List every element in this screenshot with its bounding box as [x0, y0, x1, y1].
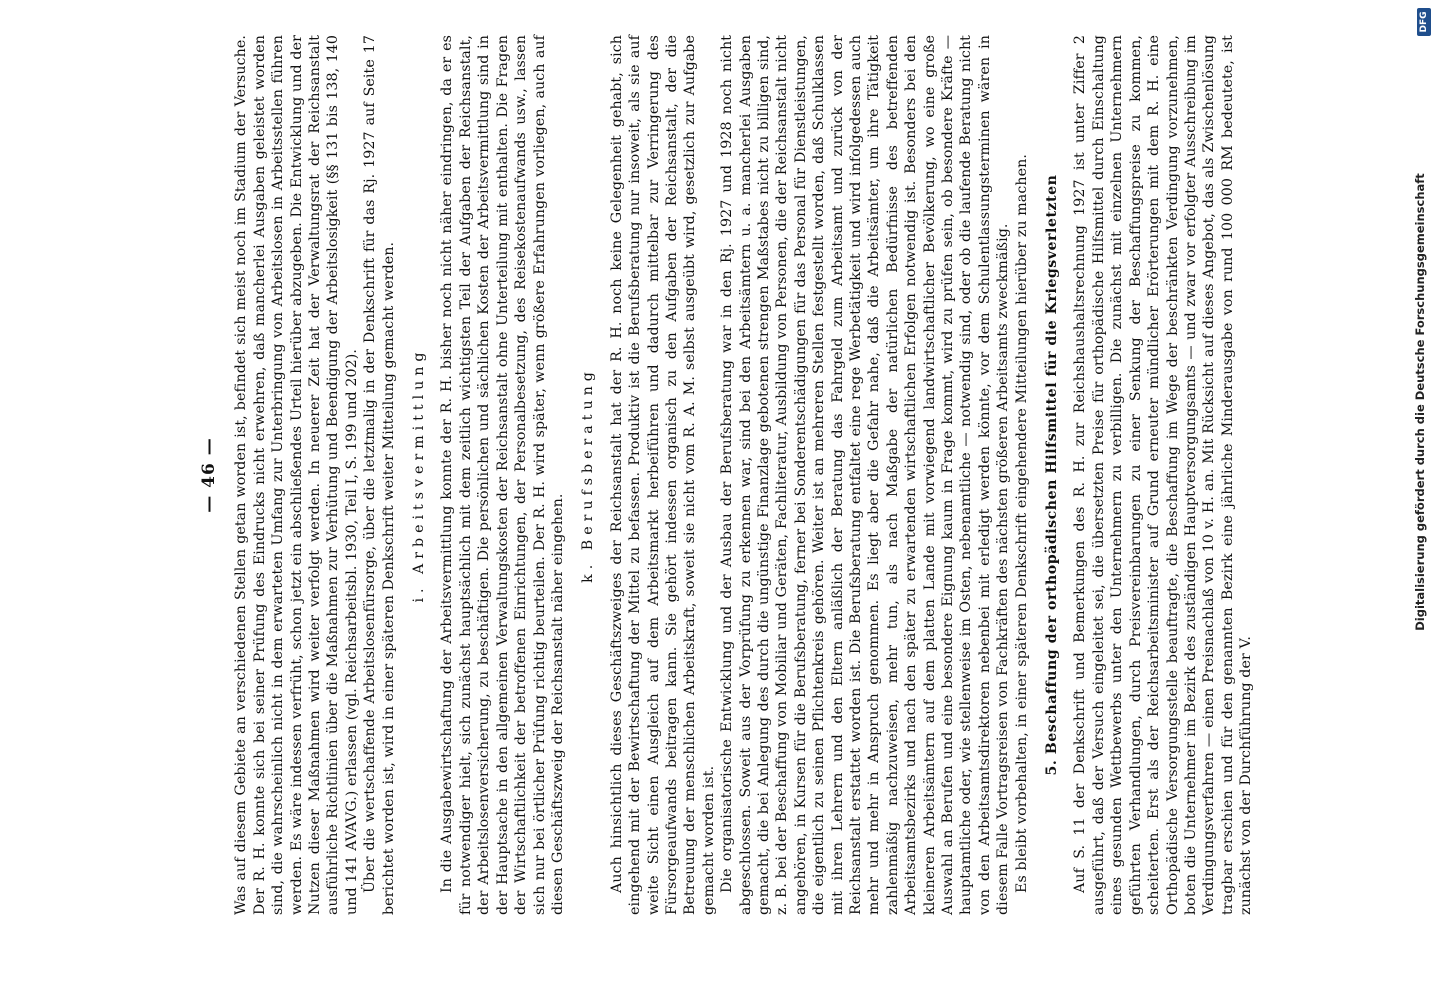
paragraph-berufsberatung-2: Die organisatorische Entwicklung und der Ausbau der Berufsberatung war in den Rj. 1927 und 1928 noch nicht abgeschlossen. Soweit aus der Vorprüfung zu erkennen war, sind bei den Arbeitsämtern u. a. mancherlei Ausgaben gemacht, die bei Anlegung des durch die ungünstige Finanzlage gebotenen strengen Maßstabes nicht zu billigen sind, z. B. bei der Beschaffung von Mobiliar und Geräten, Fachliteratur, Ausbildung von Personen, die der Reichsanstalt nicht angehören, in Kursen für die Berufsberatung, ferner bei Sonderentschädigungen für das Personal für Dienstleistungen, die eigentlich zu seinen Pflichtenkreis gehören. Weiter ist an mehreren Stellen festgestellt worden, daß Schulklassen mit ihren Lehrern und den Eltern anläßlich der Beratung das Fahrgeld zum Arbeitsamt und zurück von der Reichsanstalt erstattet worden ist. Die Berufsberatung entfaltet eine rege Werbetätigkeit und wird infolgedessen auch mehr und mehr in Anspruch genommen. Es liegt aber die Gefahr nahe, daß die Arbeitsämter, um ihre Tätigkeit zahlenmäßig nachzuweisen, mehr tun, als nach Maßgabe der natürlichen Bedürfnisse des betreffenden Arbeitsamtsbezirks und nach den später zu erwartenden wirtschaftlichen Erfolgen notwendig ist. Besonders bei den kleineren Arbeitsämtern auf dem platten Lande mit vorwiegend landwirtschaftlicher Bevölkerung, wo eine große Auswahl an Berufen und eine besondere Eignung kaum in Frage kommt, wird zu prüfen sein, ob besondere Kräfte — hauptamtliche oder, wie stellenweise im Osten, nebenamtliche — notwendig sind, oder ob die laufende Beratung nicht von den Arbeitsamtsdirektoren nebenbei mit erledigt werden könnte, vor dem Schulentlassungsterminen wären in diesem Falle Vortragsreisen von Fachkräften des nächsten größeren Arbeitsamts zweckmäßig.: [719, 35, 1012, 915]
paragraph-top-1: Was auf diesem Gebiete an verschiedenen Stellen getan worden ist, befindet sich meist noch im Stadium der Versuche. Der R. H. konnte sich bei seiner Prüfung des Eindrucks nicht erwehren, daß mancherlei Ausgaben geleistet worden sind, die wahrscheinlich nicht in dem erwarteten Umfang zur Unterbringung von Arbeitslosen in Arbeitsstellen führen werden. Es wäre indessen verfrüht, schon jetzt ein abschließendes Urteil hierüber abzugeben. Die Entwicklung und der Nutzen dieser Maßnahmen wird weiter verfolgt werden. In neuerer Zeit hat der Verwaltungsrat der Reichsanstalt ausführliche Richtlinien über die Maßnahmen zur Verhütung und Beendigung der Arbeitslosigkeit (§§ 131 bis 138, 140 und 141 AVAVG.) erlassen (vgl. Reichsarbeitsbl. 1930, Teil I, S. 199 und 202).: [233, 35, 360, 915]
section-heading-berufsberatung: k. Berufsberatung: [580, 367, 597, 583]
paragraph-arbeitsvermittlung: In die Ausgabewirtschaftung der Arbeitsvermittlung konnte der R. H. bisher noch nicht näher eindringen, da er es für notwendiger hielt, sich zunächst hauptsächlich mit dem zeitlich wichtigsten Teil der Aufgaben der Reichsanstalt, der Arbeitslosenversicherung, zu beschäftigen. Die persönlichen und sächlichen Kosten der Arbeitsvermittlung sind in der Hauptsache in den allgemeinen Verwaltungskosten der Reichsanstalt ohne Unterteilung mit enthalten. Die Fragen der Wirtschaftlichkeit der betroffenen Einrichtungen, der Personalbesetzung, des Reisekostenaufwands usw., lassen sich nur bei örtlicher Prüfung richtig beurteilen. Der R. H. wird später, wenn größere Erfahrungen vorliegen, auch auf diesen Geschäftszweig der Reichsanstalt näher eingehen.: [439, 35, 566, 915]
paragraph-orthopaedische-hilfsmittel: Auf S. 11 der Denkschrift und Bemerkungen des R. H. zur Reichshaushaltsrechnung 1927 ist unter Ziffer 2 ausgeführt, daß der Versuch eingeleitet sei, die übersetzten Preise für orthopädische Hilfsmittel durch Einschaltung eines gesunden Wettbewerbs unter den Unternehmern zu verbilligen. Die zunächst mit einzelnen Unternehmern geführten Verhandlungen, durch Preisvereinbarungen zu einer Senkung der Beschaffungspreise zu kommen, scheiterten. Erst als der Reichsarbeitsminister auf Grund erneuter mündlicher Erörterungen mit dem R. H. eine Orthopädische Versorgungsstelle beauftragte, die Beschaffung im Wege der beschränkten Verdingung vorzunehmen, boten die Unternehmer im Bezirk des zuständigen Hauptversorgungsamts — und zwar vor erfolgter Ausschreibung im Verdingungsverfahren — einen Preisnachlaß von 10 v. H. an. Mit Rücksicht auf dieses Angebot, das als Zwischenlösung tragbar erschien und für den genannten Bezirk eine jährliche Minderausgabe von rund 100 000 RM bedeutete, ist zunächst von der Durchführung der V.: [1072, 35, 1255, 915]
section-heading-orthopaedische-hilfsmittel: 5. Beschaffung der orthopädischen Hilfsmittel für die Kriegsverletzten: [1044, 174, 1061, 776]
paragraph-berufsberatung-1: Auch hinsichtlich dieses Geschäftszweiges der Reichsanstalt hat der R. H. noch keine Gelegenheit gehabt, sich eingehend mit der Bewirtschaftung der Mittel zu befassen. Produktiv ist die Berufsberatung nur insoweit, als sie auf weite Sicht einen Ausgleich auf dem Arbeitsmarkt herbeiführen und dadurch mittelbar zur Verringerung des Fürsorgeaufwands beitragen kann. Sie gehört indessen organisch zu den Aufgaben der Reichsanstalt, der die Betreuung der menschlichen Arbeitskraft, soweit sie nicht vom R. A. M. selbst ausgeübt wird, gesetzlich zur Aufgabe gemacht worden ist.: [608, 35, 717, 915]
page-number: — 46 —: [199, 437, 219, 513]
digitization-credit: [1408, 0, 1432, 1000]
page-text-block: [199, 35, 1255, 915]
rotated-page: [199, 35, 1255, 915]
dfg-logo-text: DFG: [1419, 11, 1429, 33]
paragraph-berufsberatung-3: Es bleibt vorbehalten, in einer späteren Denkschrift eingehendere Mitteilungen hierüber zu machen.: [1013, 154, 1030, 893]
section-heading-arbeitsvermittlung: i. Arbeitsvermittlung: [411, 347, 428, 603]
paragraph-top-2: Über die wertschaffende Arbeitslosenfürsorge, über die letztmalig in der Denkschrift für das Rj. 1927 auf Seite 17 berichtet worden ist, wird in einer späteren Denkschrift weiter Mitteilung gemacht werden.: [362, 35, 397, 915]
digitization-credit-text: Digitalisierung gefördert durch die Deutsche Forschungsgemeinschaft: [1413, 173, 1427, 631]
